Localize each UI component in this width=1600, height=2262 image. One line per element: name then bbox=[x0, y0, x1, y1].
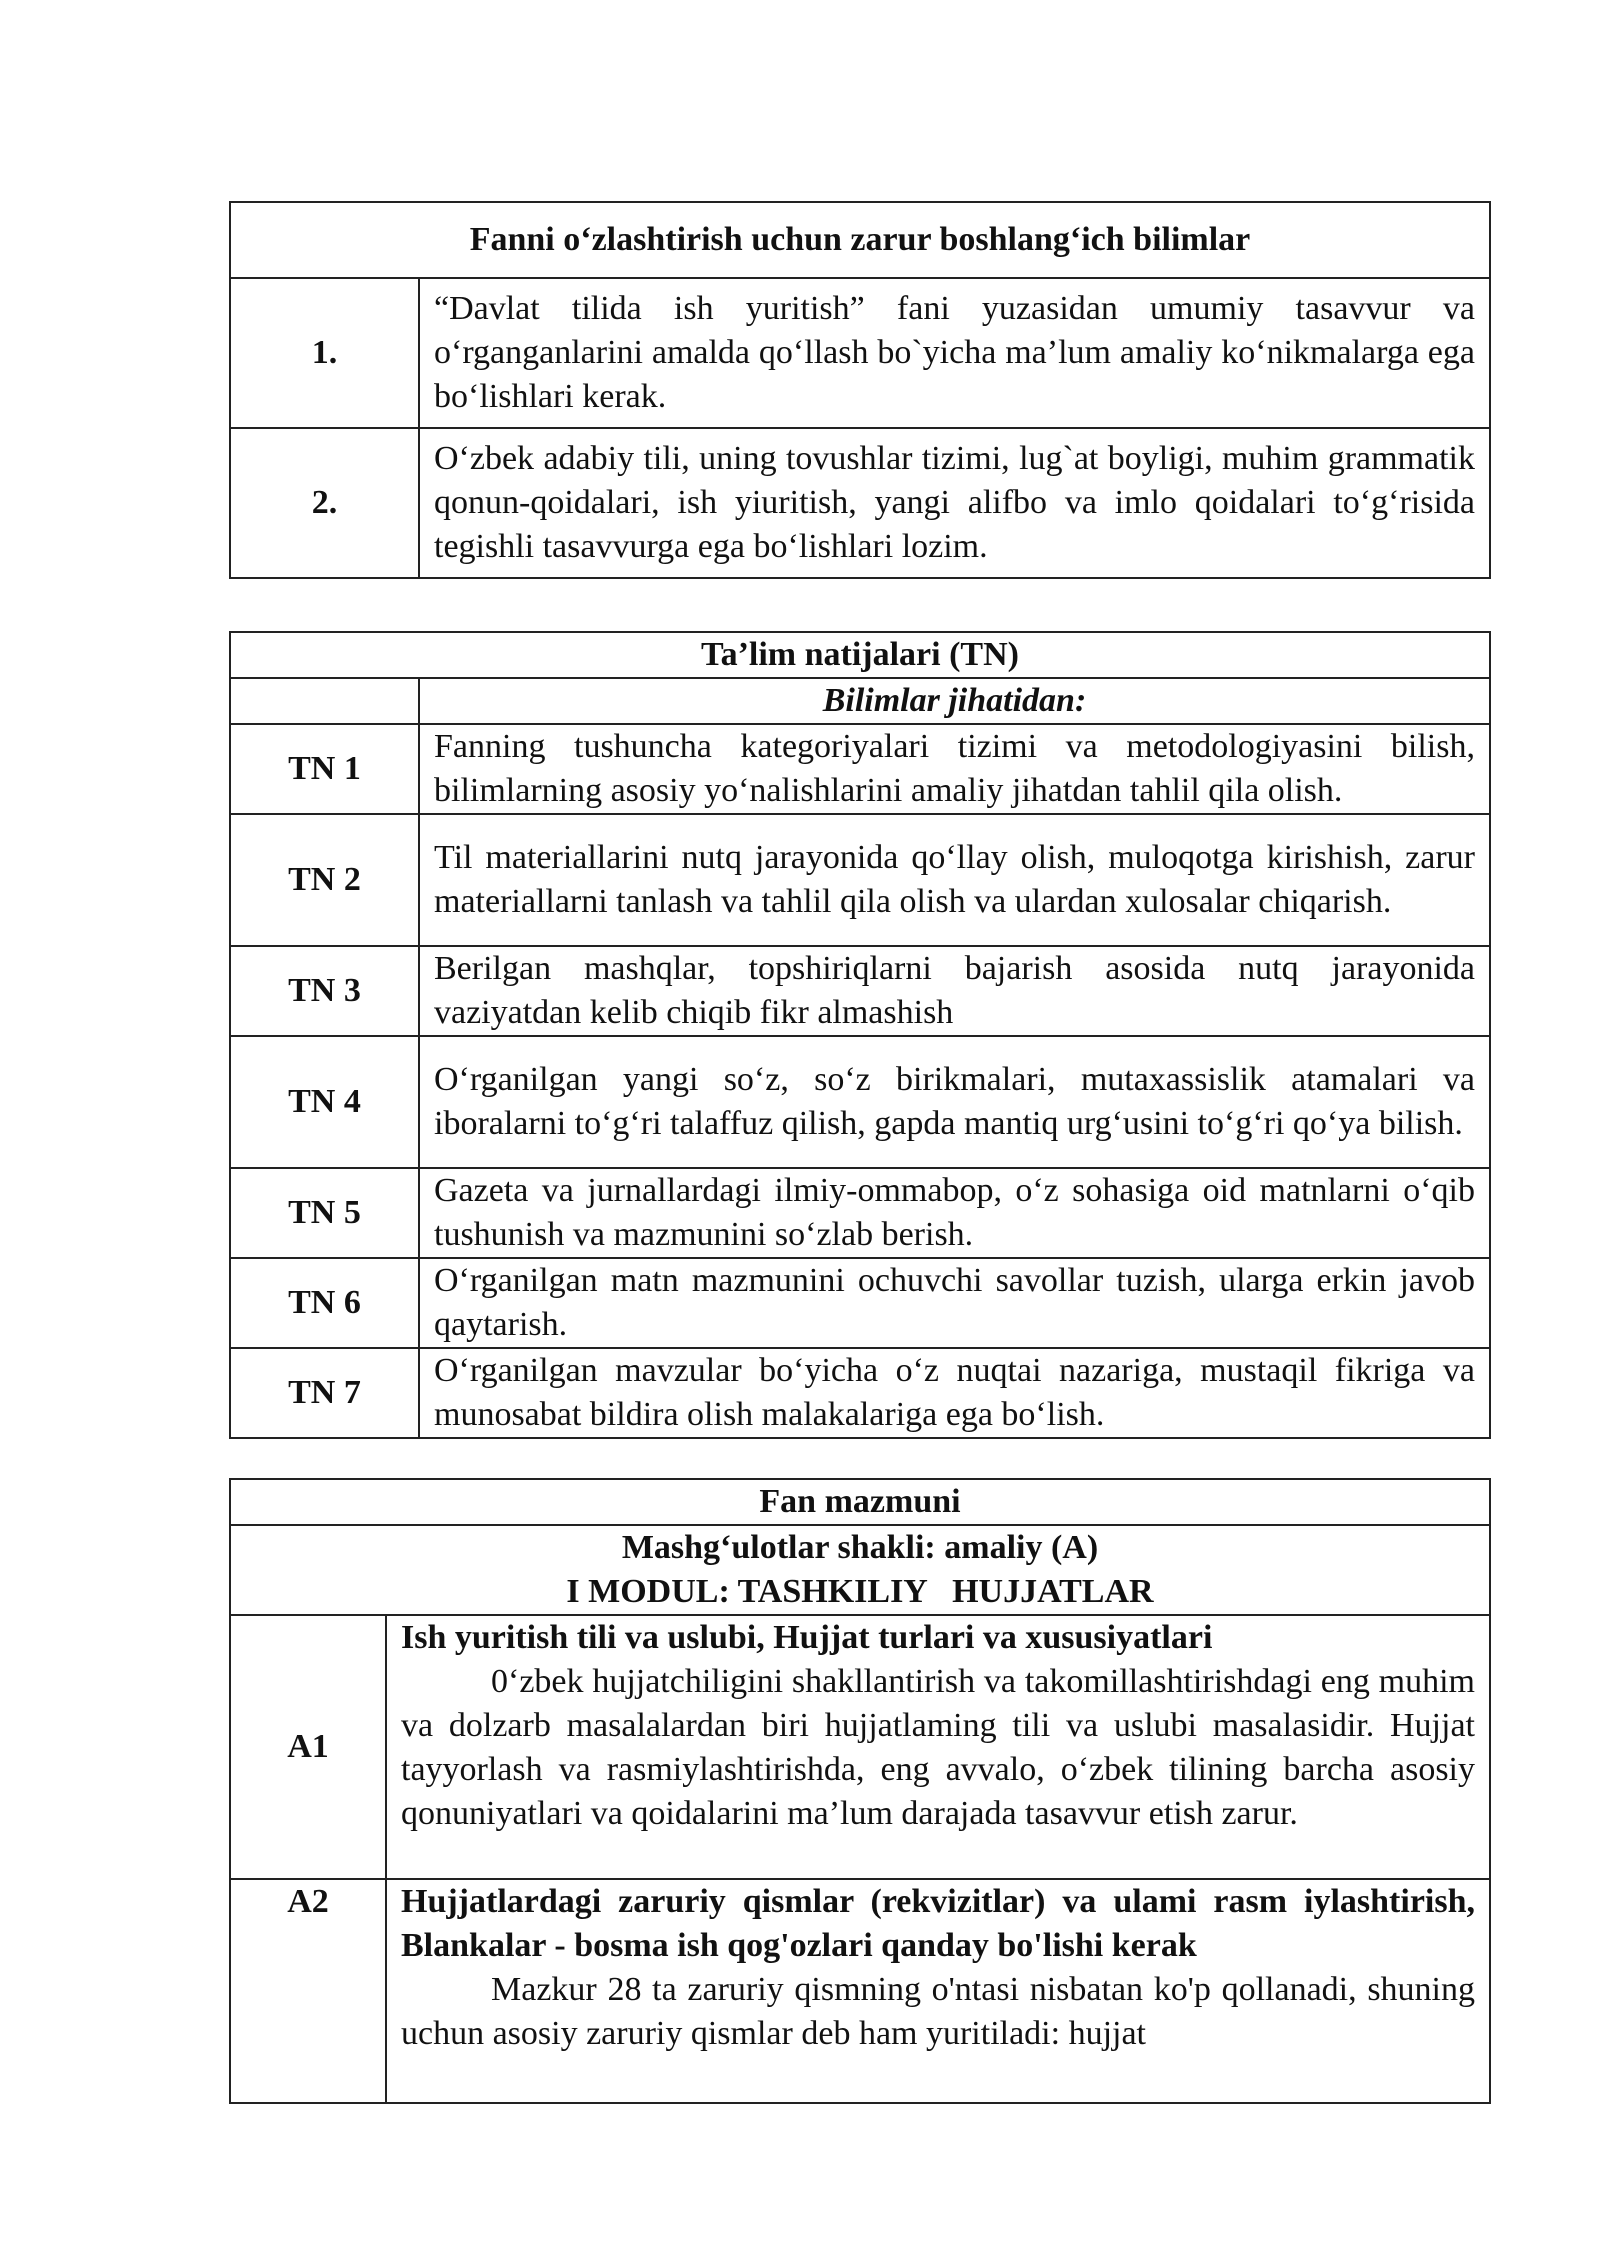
row-text: “Davlat tilida ish yuritish” fani yuzasidan umumiy tasavvur va o‘rganganlarini amalda qo‘llash bo`yicha ma’lum amaliy ko‘nikmalarga ega bo‘lishlari kerak. bbox=[419, 278, 1490, 428]
content-table bbox=[229, 1478, 1491, 2104]
row-number: TN 2 bbox=[230, 814, 419, 946]
table-row bbox=[230, 428, 1490, 578]
row-text: 0‘zbek hujjatchiligini shakllantirish va takomillashtirishdagi eng muhim va dolzarb masalalardan biri hujjatlaming tili va uslubi masalasidir. Hujjat tayyorlash va rasmiylashtirishda, eng avvalo, o‘zbek tilining barcha asosiy qonuniyatlari va qoidalarini ma’lum darajada tasavvur etish zarur. bbox=[401, 1663, 1475, 1832]
row-number: TN 5 bbox=[230, 1168, 419, 1258]
table-row bbox=[230, 1036, 1490, 1168]
outcomes-title: Ta’lim natijalari (TN) bbox=[230, 632, 1490, 678]
row-number: 2. bbox=[230, 428, 419, 578]
row-number: 1. bbox=[230, 278, 419, 428]
empty-cell bbox=[230, 678, 419, 724]
row-text: O‘rganilgan matn mazmunini ochuvchi savollar tuzish, ularga erkin javob qaytarish. bbox=[419, 1258, 1490, 1348]
table-row bbox=[230, 724, 1490, 814]
row-number: TN 6 bbox=[230, 1258, 419, 1348]
row-number: A2 bbox=[230, 1879, 386, 2103]
row-text: Gazeta va jurnallardagi ilmiy-ommabop, o‘z sohasiga oid matnlarni o‘qib tushunish va mazmunini so‘zlab berish. bbox=[419, 1168, 1490, 1258]
row-text: Fanning tushuncha kategoriyalari tizimi va metodologiyasini bilish, bilimlarning asosiy yo‘nalishlarini amaliy jihatdan tahlil qila olish. bbox=[419, 724, 1490, 814]
row-text: Mazkur 28 ta zaruriy qismning o'ntasi nisbatan ko'p qollanadi, shuning uchun asosiy zaruriy qismlar deb ham yuritiladi: hujjat bbox=[401, 1971, 1475, 2052]
row-text: O‘zbek adabiy tili, uning tovushlar tizimi, lug`at boyligi, muhim grammatik qonun-qoidalari, ish yiuritish, yangi alifbo va imlo qoidalari to‘g‘risida tegishli tasavvurga ega bo‘lishlari lozim. bbox=[419, 428, 1490, 578]
prerequisites-table bbox=[229, 201, 1491, 579]
row-heading: Ish yuritish tili va uslubi, Hujjat turlari va xususiyatlari bbox=[401, 1619, 1213, 1656]
row-number: TN 3 bbox=[230, 946, 419, 1036]
content-module: I MODUL: TASHKILIY HUJJATLAR bbox=[566, 1573, 1154, 1610]
row-number: A1 bbox=[230, 1615, 386, 1879]
row-text: Til materiallarini nutq jarayonida qo‘llay olish, muloqotga kirishish, zarur materiallarni tanlash va tahlil qila olish va ulardan xulosalar chiqarish. bbox=[419, 814, 1490, 946]
row-heading: Hujjatlardagi zaruriy qismlar (rekvizitlar) va ulami rasm iylashtirish, Blankalar - bosma ish qog'ozlari qanday bo'lishi kerak bbox=[401, 1883, 1475, 1964]
table-row bbox=[230, 1168, 1490, 1258]
row-text: Berilgan mashqlar, topshiriqlarni bajarish asosida nutq jarayonida vaziyatdan kelib chiqib fikr almashish bbox=[419, 946, 1490, 1036]
row-text: O‘rganilgan mavzular bo‘yicha o‘z nuqtai nazariga, mustaqil fikriga va munosabat bildira olish malakalariga ega bo‘lish. bbox=[419, 1348, 1490, 1438]
row-text: O‘rganilgan yangi so‘z, so‘z birikmalari, mutaxassislik atamalari va iboralarni to‘g‘ri talaffuz qilish, gapda mantiq urg‘usini to‘g‘ri qo‘ya bilish. bbox=[419, 1036, 1490, 1168]
content-form: Mashg‘ulotlar shakli: amaliy (A) bbox=[621, 1529, 1099, 1566]
table-row bbox=[230, 814, 1490, 946]
row-number: TN 4 bbox=[230, 1036, 419, 1168]
table-row bbox=[230, 1879, 1490, 2103]
row-number: TN 1 bbox=[230, 724, 419, 814]
table-row bbox=[230, 278, 1490, 428]
table-row bbox=[230, 946, 1490, 1036]
content-title: Fan mazmuni bbox=[230, 1479, 1490, 1525]
table-row bbox=[230, 1615, 1490, 1879]
table-row bbox=[230, 1348, 1490, 1438]
prerequisites-title: Fanni o‘zlashtirish uchun zarur boshlang‘ich bilimlar bbox=[230, 202, 1490, 278]
table-row bbox=[230, 1258, 1490, 1348]
content-form-module bbox=[230, 1525, 1490, 1615]
outcomes-subtitle: Bilimlar jihatidan: bbox=[419, 678, 1490, 724]
outcomes-table bbox=[229, 631, 1491, 1439]
row-number: TN 7 bbox=[230, 1348, 419, 1438]
